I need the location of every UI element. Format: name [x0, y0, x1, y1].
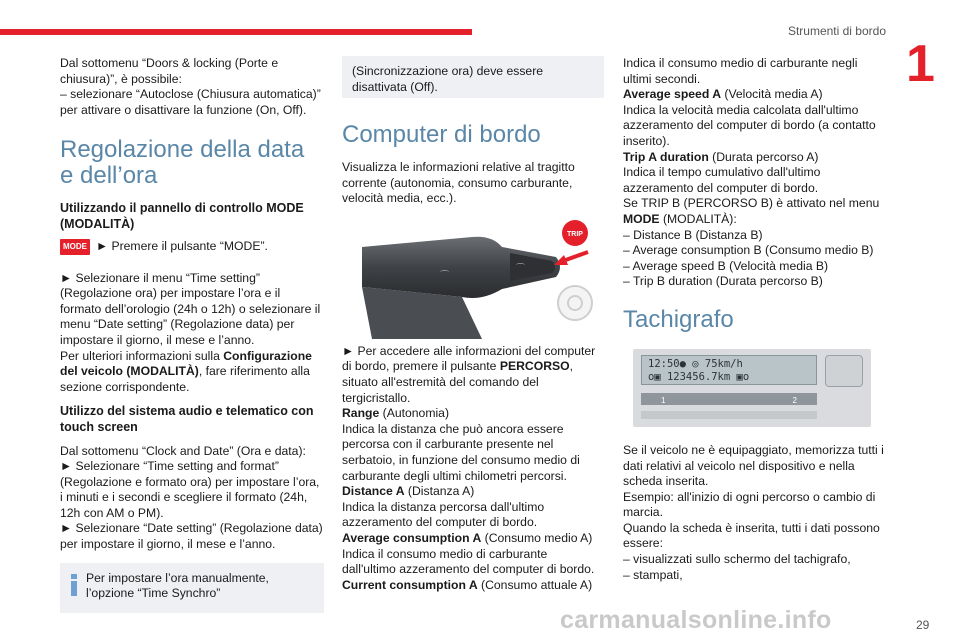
- tachograph-display: [641, 355, 817, 385]
- mode-step: ► Premere il pulsante “MODE”.: [96, 238, 268, 253]
- chapter-number: 1: [906, 35, 935, 93]
- column-1: [60, 56, 324, 613]
- column-3: [623, 56, 885, 583]
- header-accent-bar: [0, 29, 472, 35]
- tachograph-knob: [825, 355, 863, 387]
- tachograph-list-item: – stampati,: [623, 567, 683, 582]
- vehicle-config-link: Configurazione del veicolo (MODALITÀ): [60, 348, 312, 379]
- tachograph-slot: [641, 411, 817, 419]
- heading-trip-computer: Computer di bordo: [342, 121, 541, 148]
- page-number: 29: [916, 618, 930, 632]
- info-note-continued: [342, 56, 604, 98]
- distance-a-title: Distance A (Distanza A): [342, 484, 475, 499]
- trip-a-duration-title: Trip A duration (Durata percorso A): [623, 149, 819, 164]
- trip-b-intro: Se TRIP B (PERCORSO B) è attivato nel menu MODE (MODALITÀ):: [623, 196, 880, 226]
- trip-b-item: – Trip B duration (Durata percorso B): [623, 274, 823, 289]
- heading-date-time: Regolazione della data e dell’ora: [60, 136, 305, 190]
- trip-button-label: TRIP: [567, 230, 583, 238]
- trip-b-item: – Average consumption B (Consumo medio B): [623, 243, 874, 258]
- tachograph-desc-3: Quando la scheda è inserita, tutti i dati possono essere:: [623, 520, 880, 551]
- subheading-touchscreen: Utilizzo del sistema audio e telematico con touch screen: [60, 404, 314, 434]
- slot-2-label: 2: [792, 395, 797, 405]
- time-setting-step: ► Selezionare il menu “Time setting” (Regolazione ora) per impostare l’ora e il formato dell’orologio (24h o 12h) o selezionare il menu “Date setting” (Regolazione data) per impostare il giorno, il mese e l’anno.: [60, 270, 321, 347]
- info-note-continued-text: (Sincronizzazione ora) deve essere disattivata (Off).: [352, 64, 544, 94]
- heading-tachograph: Tachigrafo: [623, 305, 734, 333]
- current-consumption-a-desc: Indica il consumo medio di carburante negli ultimi secondi.: [623, 56, 858, 86]
- range-title: Range (Autonomia): [342, 406, 450, 421]
- wiper-stalk-figure: [342, 217, 604, 339]
- clock-step-2: ► Selezionare “Date setting” (Regolazione data) per impostare il giorno, il mese e l’anno.: [60, 521, 323, 552]
- mode-button-icon: MODE: [60, 239, 90, 255]
- trip-computer-intro: Visualizza le informazioni relative al tragitto corrente (autonomia, consumo carburante, velocità media, ecc.).: [342, 160, 575, 206]
- mode-step-row: [60, 239, 324, 255]
- tachograph-desc-1: Se il veicolo ne è equipaggiato, memorizza tutti i dati relativi al veicolo nel dispositivo e nella scheda inserita.: [623, 442, 884, 489]
- steering-wheel-icon: [558, 286, 592, 320]
- range-desc: Indica la distanza che può ancora essere percorsa con il carburante presente nel serbatoio, in funzione del consumo medio di carburante degli ultimi chilometri percorsi.: [342, 421, 580, 483]
- trip-a-duration-desc: Indica il tempo cumulativo dall'ultimo azzeramento del computer di bordo.: [623, 165, 821, 195]
- tachograph-figure: [633, 349, 871, 427]
- avg-speed-a-desc: Indica la velocità media calcolata dall'ultimo azzeramento del computer di bordo (a contatto inserito).: [623, 102, 876, 148]
- trip-access-step: ► Per accedere alle informazioni del computer di bordo, premere il pulsante PERCORSO, situato all'estremità del comando del tergicristallo.: [342, 343, 596, 405]
- subheading-mode-panel: Utilizzando il pannello di controllo MODE (MODALITÀ): [60, 201, 304, 231]
- section-title: Strumenti di bordo: [787, 24, 886, 38]
- vehicle-config-ref: Per ulteriori informazioni sulla Configurazione del veicolo (MODALITÀ), fare riferimento alla sezione corrispondente.: [60, 348, 312, 394]
- trip-b-item: – Average speed B (Velocità media B): [623, 258, 829, 273]
- info-icon: [70, 571, 78, 603]
- clock-step-1: ► Selezionare “Time setting and format” (Regolazione e formato ora) per impostare l’ora, i minuti e i secondi e scegliere il formato (24h, 12h con AM o PM).: [60, 459, 320, 520]
- doors-item: – selezionare “Autoclose (Chiusura automatica)” per attivare o disattivare la funzione (On, Off).: [60, 87, 321, 117]
- wiper-stalk-illustration: [342, 217, 604, 339]
- svg-text:⌒: ⌒: [440, 270, 450, 281]
- distance-a-desc: Indica la distanza percorsa dall'ultimo azzeramento del computer di bordo.: [342, 499, 545, 530]
- tachograph-list-item: – visualizzati sullo schermo del tachigrafo,: [623, 552, 851, 567]
- tachograph-desc-2: Esempio: all'inizio di ogni percorso o cambio di marcia.: [623, 489, 876, 520]
- doors-intro: Dal sottomenu “Doors & locking (Porte e chiusura)”, è possibile:: [60, 56, 279, 86]
- trip-b-item: – Distance B (Distanza B): [623, 227, 763, 242]
- clock-intro: Dal sottomenu “Clock and Date” (Ora e data):: [60, 443, 306, 458]
- tachograph-card-slot-bar: [641, 393, 817, 405]
- avg-consumption-a-title: Average consumption A (Consumo medio A): [342, 530, 593, 545]
- avg-speed-a-title: Average speed A (Velocità media A): [623, 87, 823, 102]
- watermark: carmanualsonline.info: [560, 606, 832, 634]
- avg-consumption-a-desc: Indica il consumo medio di carburante dall'ultimo azzeramento del computer di bordo.: [342, 546, 595, 577]
- tachograph-line-2: o▣ 123456.7km ▣o: [648, 370, 750, 383]
- info-note: [60, 563, 324, 613]
- current-consumption-a-title: Current consumption A (Consumo attuale A): [342, 577, 593, 592]
- slot-1-label: 1: [661, 395, 666, 405]
- info-note-text: Per impostare l’ora manualmente, l’opzione “Time Synchro”: [86, 570, 269, 601]
- svg-text:⌒: ⌒: [516, 263, 526, 274]
- tachograph-line-1: 12:50● ◎ 75km/h: [648, 357, 743, 370]
- column-2: [342, 56, 604, 593]
